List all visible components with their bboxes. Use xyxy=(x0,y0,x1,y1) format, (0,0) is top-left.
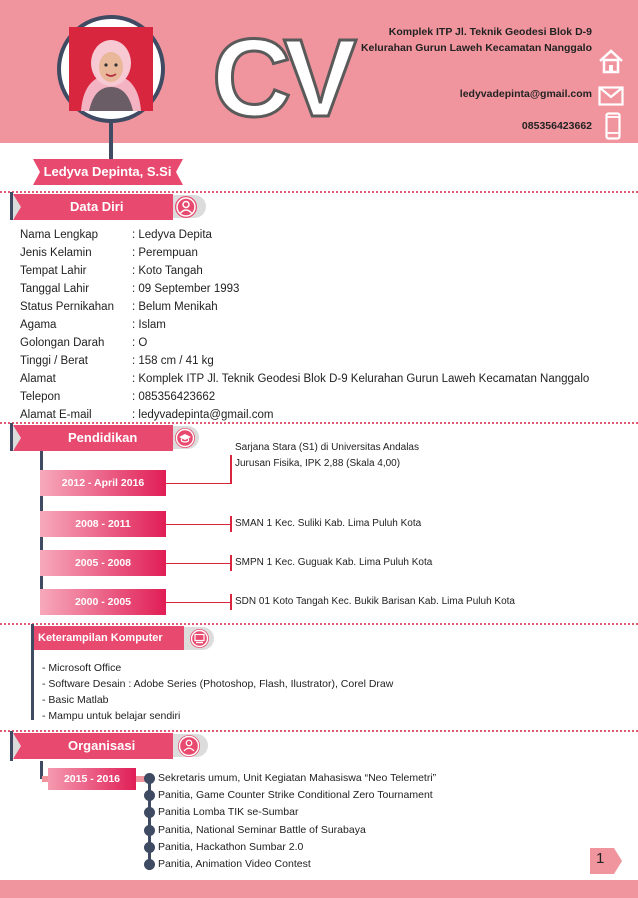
org-item: Panitia, National Seminar Battle of Surabaya xyxy=(158,823,366,836)
home-icon xyxy=(598,48,624,74)
edu-connector xyxy=(166,602,230,603)
org-bullet xyxy=(144,859,155,870)
edu-institution: SMAN 1 Kec. Suliki Kab. Lima Puluh Kota xyxy=(235,518,422,529)
info-value: : ledyvadepinta@gmail.com xyxy=(132,409,274,421)
graduation-cap-icon xyxy=(175,428,195,448)
info-row xyxy=(20,352,589,370)
info-row xyxy=(20,388,589,406)
address-line-1: Komplek ITP Jl. Teknik Geodesi Blok D-9 xyxy=(388,26,592,38)
edu-years: 2008 - 2011 xyxy=(75,518,131,530)
page-number-arrow xyxy=(590,848,622,874)
info-key: Alamat xyxy=(20,373,56,385)
photo-stem xyxy=(109,123,113,163)
info-value: : 085356423662 xyxy=(132,391,216,403)
data-diri-title: Data Diri xyxy=(70,199,124,214)
info-row xyxy=(20,316,589,334)
info-value: : O xyxy=(132,337,148,349)
edu-years: 2000 - 2005 xyxy=(74,596,132,608)
info-key: Tinggi / Berat xyxy=(20,355,88,367)
org-bullet xyxy=(144,842,155,853)
section-divider xyxy=(0,191,638,193)
keterampilan-title: Keterampilan Komputer xyxy=(38,632,163,644)
computer-icon xyxy=(190,629,209,648)
org-item: Sekretaris umum, Unit Kegiatan Mahasiswa “Neo Telemetri” xyxy=(158,772,437,784)
info-key: Tanggal Lahir xyxy=(20,283,90,295)
info-key: Status Pernikahan xyxy=(20,301,114,313)
info-row xyxy=(20,280,589,298)
org-item: Panitia Lomba TIK se-Sumbar xyxy=(158,806,299,819)
org-item: Panitia, Game Counter Strike Conditional Zero Tournament xyxy=(158,789,433,802)
info-value: : Komplek ITP Jl. Teknik Geodesi Blok D-9 Kelurahan Gurun Laweh Kecamatan Nanggalo xyxy=(132,373,590,385)
info-key: Telepon xyxy=(20,391,61,403)
footer-band xyxy=(0,880,638,898)
envelope-icon xyxy=(598,86,624,106)
skill-item: - Microsoft Office xyxy=(42,662,122,674)
info-key: Jenis Kelamin xyxy=(20,247,92,259)
org-bullet xyxy=(144,773,155,784)
people-icon xyxy=(178,735,200,757)
edu-years: 2005 - 2008 xyxy=(74,557,132,569)
email-text[interactable]: ledyvadepinta@gmail.com xyxy=(459,88,592,100)
info-key: Tempat Lahir xyxy=(20,265,87,277)
edu-bracket xyxy=(230,555,232,571)
org-bullet xyxy=(144,790,155,801)
phone-text[interactable]: 085356423662 xyxy=(521,120,592,132)
info-key: Alamat E-mail xyxy=(20,409,92,421)
edu-institution: Sarjana Stara (S1) di Universitas Andalas xyxy=(235,442,419,453)
org-item: Panitia, Animation Video Contest xyxy=(158,858,311,870)
org-bullet xyxy=(144,807,155,818)
cv-logo-text: CV xyxy=(212,17,349,140)
cv-logo xyxy=(210,17,349,140)
info-row xyxy=(20,334,589,352)
address-line-2: Kelurahan Gurun Laweh Kecamatan Nanggalo xyxy=(360,42,592,54)
edu-detail: Jurusan Fisika, IPK 2,88 (Skala 4,00) xyxy=(235,458,401,469)
info-value: : Belum Menikah xyxy=(132,301,218,313)
info-value: : Ledyva Depita xyxy=(132,229,212,241)
skill-item: - Software Desain : Adobe Series (Photoshop, Flash, Ilustrator), Corel Draw xyxy=(42,678,394,690)
edu-institution: SDN 01 Koto Tangah Kec. Bukik Barisan Kab. Lima Puluh Kota xyxy=(235,596,515,607)
full-name: Ledyva Depinta, S.Si xyxy=(43,164,172,179)
edu-years: 2012 - April 2016 xyxy=(61,477,145,489)
info-value: : Perempuan xyxy=(132,247,198,259)
edu-bracket xyxy=(230,455,232,484)
user-icon xyxy=(175,196,197,218)
info-value: : 09 September 1993 xyxy=(132,283,240,295)
edu-bracket xyxy=(230,516,232,532)
org-years: 2015 - 2016 xyxy=(63,773,121,785)
organisasi-title: Organisasi xyxy=(68,738,136,753)
edu-connector xyxy=(166,563,230,564)
skill-item: - Mampu untuk belajar sendiri xyxy=(42,710,181,722)
info-value: : 158 cm / 41 kg xyxy=(132,355,214,367)
info-row xyxy=(20,226,589,244)
info-value: : Islam xyxy=(132,319,166,331)
info-value: : Koto Tangah xyxy=(132,265,203,277)
info-row xyxy=(20,370,589,388)
section-divider xyxy=(0,422,638,424)
phone-icon xyxy=(605,112,621,140)
info-row xyxy=(20,298,589,316)
pendidikan-title: Pendidikan xyxy=(68,430,138,445)
org-bullet xyxy=(144,825,155,836)
edu-connector xyxy=(166,524,230,525)
edu-institution: SMPN 1 Kec. Guguak Kab. Lima Puluh Kota xyxy=(235,557,433,568)
personal-info-table xyxy=(20,226,589,424)
info-key: Nama Lengkap xyxy=(20,229,98,241)
info-row xyxy=(20,244,589,262)
info-key: Agama xyxy=(20,319,57,331)
skill-item: - Basic Matlab xyxy=(42,694,109,706)
section-divider xyxy=(0,730,638,732)
edu-connector xyxy=(166,483,230,484)
info-key: Golongan Darah xyxy=(20,337,105,349)
edu-bracket xyxy=(230,594,232,610)
profile-photo xyxy=(69,27,153,111)
info-row xyxy=(20,262,589,280)
page-number: 1 xyxy=(596,850,605,867)
skills-line xyxy=(31,654,34,720)
org-item: Panitia, Hackathon Sumbar 2.0 xyxy=(158,840,304,853)
